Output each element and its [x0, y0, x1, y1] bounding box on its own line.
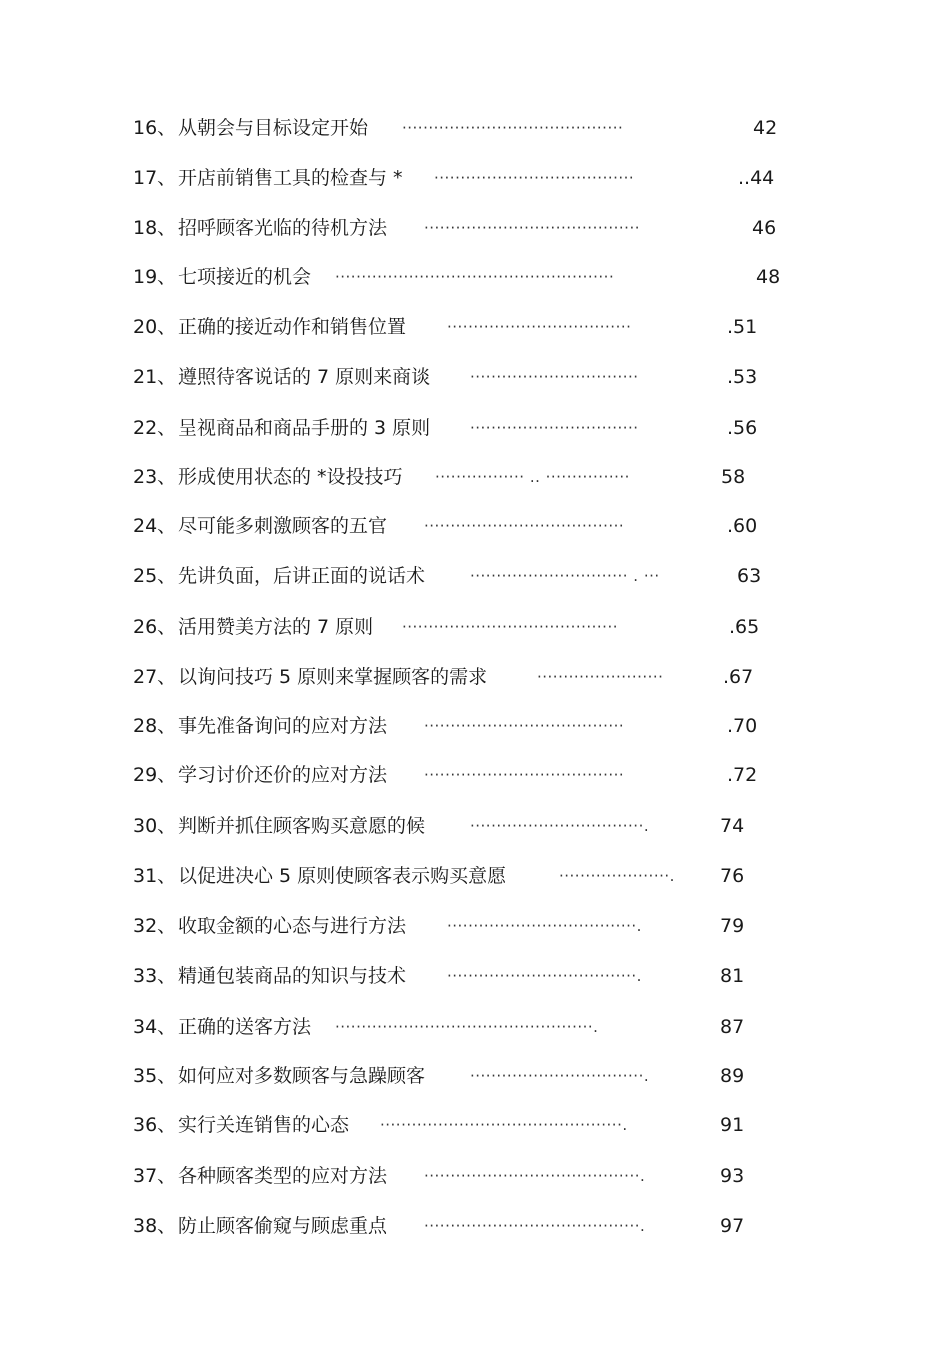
toc-page-number: 97 [720, 1215, 745, 1237]
toc-number: 31、 [133, 865, 177, 887]
toc-entry-31[interactable] [0, 861, 950, 891]
toc-entry-19[interactable] [0, 262, 950, 292]
toc-leader-dots: ····································. [447, 917, 642, 935]
toc-title: 收取金额的心态与进行方法 [178, 915, 407, 937]
toc-number: 25、 [133, 565, 177, 587]
toc-entry-30[interactable] [0, 811, 950, 841]
toc-leader-dots: ······························ . ··· [470, 567, 660, 585]
toc-number: 16、 [133, 117, 177, 139]
toc-title: 七项接近的机会 [178, 266, 312, 288]
toc-title: 尽可能多刺激顾客的五官 [178, 515, 388, 537]
toc-leader-dots: ······································ [424, 766, 625, 784]
toc-title: 遵照待客说话的 7 原则来商谈 [178, 366, 431, 388]
toc-leader-dots: ··································· [447, 318, 632, 336]
toc-entry-28[interactable] [0, 711, 950, 741]
toc-title: 正确的送客方法 [178, 1016, 312, 1038]
toc-leader-dots: ·················································. [335, 1018, 599, 1036]
toc-number: 22、 [133, 417, 177, 439]
toc-number: 27、 [133, 666, 177, 688]
toc-number: 18、 [133, 217, 177, 239]
toc-title: 以促进决心 5 原则使顾客表示购买意愿 [178, 865, 507, 887]
toc-leader-dots: ····················································· [335, 268, 615, 286]
toc-leader-dots: ································ [470, 368, 639, 386]
toc-leader-dots: ·········································. [424, 1217, 646, 1235]
toc-number: 38、 [133, 1215, 177, 1237]
toc-leader-dots: ····································. [447, 967, 642, 985]
toc-title: 活用赞美方法的 7 原则 [178, 616, 374, 638]
toc-title: 先讲负面，后讲正面的说话术 [178, 565, 426, 587]
toc-entry-23[interactable] [0, 462, 950, 492]
toc-title: 防止顾客偷窥与顾虑重点 [178, 1215, 388, 1237]
toc-number: 28、 [133, 715, 177, 737]
toc-number: 20、 [133, 316, 177, 338]
toc-leader-dots: ·········································. [424, 1167, 646, 1185]
toc-number: 23、 [133, 466, 177, 488]
toc-entry-18[interactable] [0, 213, 950, 243]
toc-page-number: 63 [737, 565, 762, 587]
toc-leader-dots: ·································. [470, 1067, 650, 1085]
toc-title: 如何应对多数顾客与急躁顾客 [178, 1065, 426, 1087]
toc-page-number: .70 [727, 715, 758, 737]
toc-title: 实行关连销售的心态 [178, 1114, 350, 1136]
toc-page-number: .67 [723, 666, 754, 688]
toc-page-number: 42 [753, 117, 778, 139]
toc-page-number: .65 [729, 616, 760, 638]
toc-page-number: 89 [720, 1065, 745, 1087]
toc-number: 36、 [133, 1114, 177, 1136]
toc-title: 以询问技巧 5 原则来掌握顾客的需求 [178, 666, 488, 688]
toc-entry-35[interactable] [0, 1061, 950, 1091]
toc-title: 学习讨价还价的应对方法 [178, 764, 388, 786]
toc-leader-dots: ························ [537, 668, 664, 686]
toc-entry-34[interactable] [0, 1012, 950, 1042]
toc-number: 29、 [133, 764, 177, 786]
toc-leader-dots: ································ [470, 419, 639, 437]
toc-entry-32[interactable] [0, 911, 950, 941]
toc-number: 21、 [133, 366, 177, 388]
toc-page-number: 93 [720, 1165, 745, 1187]
toc-entry-16[interactable] [0, 113, 950, 143]
toc-number: 24、 [133, 515, 177, 537]
toc-leader-dots: ················· .. ················ [435, 468, 630, 486]
toc-entry-17[interactable] [0, 163, 950, 193]
toc-entry-36[interactable] [0, 1110, 950, 1140]
toc-page-number: .56 [727, 417, 758, 439]
toc-leader-dots: ······································ [424, 717, 625, 735]
toc-entry-33[interactable] [0, 961, 950, 991]
toc-page-number: 48 [756, 266, 781, 288]
toc-title: 精通包装商品的知识与技术 [178, 965, 407, 987]
toc-number: 33、 [133, 965, 177, 987]
toc-number: 37、 [133, 1165, 177, 1187]
toc-page-number: 58 [721, 466, 746, 488]
toc-number: 34、 [133, 1016, 177, 1038]
toc-title: 呈视商品和商品手册的 3 原则 [178, 417, 431, 439]
toc-leader-dots: ·········································· [402, 119, 624, 137]
toc-page-number: 81 [720, 965, 745, 987]
toc-entry-27[interactable] [0, 662, 950, 692]
toc-page-number: .53 [727, 366, 758, 388]
toc-title: 从朝会与目标设定开始 [178, 117, 369, 139]
toc-page-number: 76 [720, 865, 745, 887]
toc-page-number: 87 [720, 1016, 745, 1038]
toc-page-number: 46 [752, 217, 777, 239]
toc-title: 判断并抓住顾客购买意愿的候 [178, 815, 426, 837]
toc-page-number: ..44 [738, 167, 775, 189]
toc-leader-dots: ········································· [402, 618, 618, 636]
toc-title: 形成使用状态的 *设投技巧 [178, 466, 403, 488]
toc-entry-24[interactable] [0, 511, 950, 541]
toc-page-number: .51 [727, 316, 758, 338]
toc-page-number: 74 [720, 815, 745, 837]
toc-leader-dots: ······································ [424, 517, 625, 535]
toc-entry-38[interactable] [0, 1211, 950, 1241]
toc-entry-21[interactable] [0, 362, 950, 392]
toc-number: 30、 [133, 815, 177, 837]
toc-number: 32、 [133, 915, 177, 937]
toc-number: 17、 [133, 167, 177, 189]
toc-title: 事先准备询问的应对方法 [178, 715, 388, 737]
toc-entry-29[interactable] [0, 760, 950, 790]
toc-number: 35、 [133, 1065, 177, 1087]
toc-leader-dots: ·····················. [559, 867, 675, 885]
toc-leader-dots: ·································. [470, 817, 650, 835]
toc-page-number: 79 [720, 915, 745, 937]
toc-number: 26、 [133, 616, 177, 638]
toc-entry-37[interactable] [0, 1161, 950, 1191]
toc-title: 招呼顾客光临的待机方法 [178, 217, 388, 239]
toc-entry-25[interactable] [0, 561, 950, 591]
toc-number: 19、 [133, 266, 177, 288]
toc-page-number: .60 [727, 515, 758, 537]
toc-title: 正确的接近动作和销售位置 [178, 316, 407, 338]
toc-title: 各种顾客类型的应对方法 [178, 1165, 388, 1187]
toc-leader-dots: ··············································. [380, 1116, 628, 1134]
toc-entry-20[interactable] [0, 312, 950, 342]
toc-leader-dots: ········································· [424, 219, 640, 237]
toc-leader-dots: ······································ [434, 169, 635, 187]
toc-entry-26[interactable] [0, 612, 950, 642]
toc-title: 开店前销售工具的检查与 * [178, 167, 403, 189]
toc-page-number: 91 [720, 1114, 745, 1136]
toc-page-number: .72 [727, 764, 758, 786]
toc-entry-22[interactable] [0, 413, 950, 443]
